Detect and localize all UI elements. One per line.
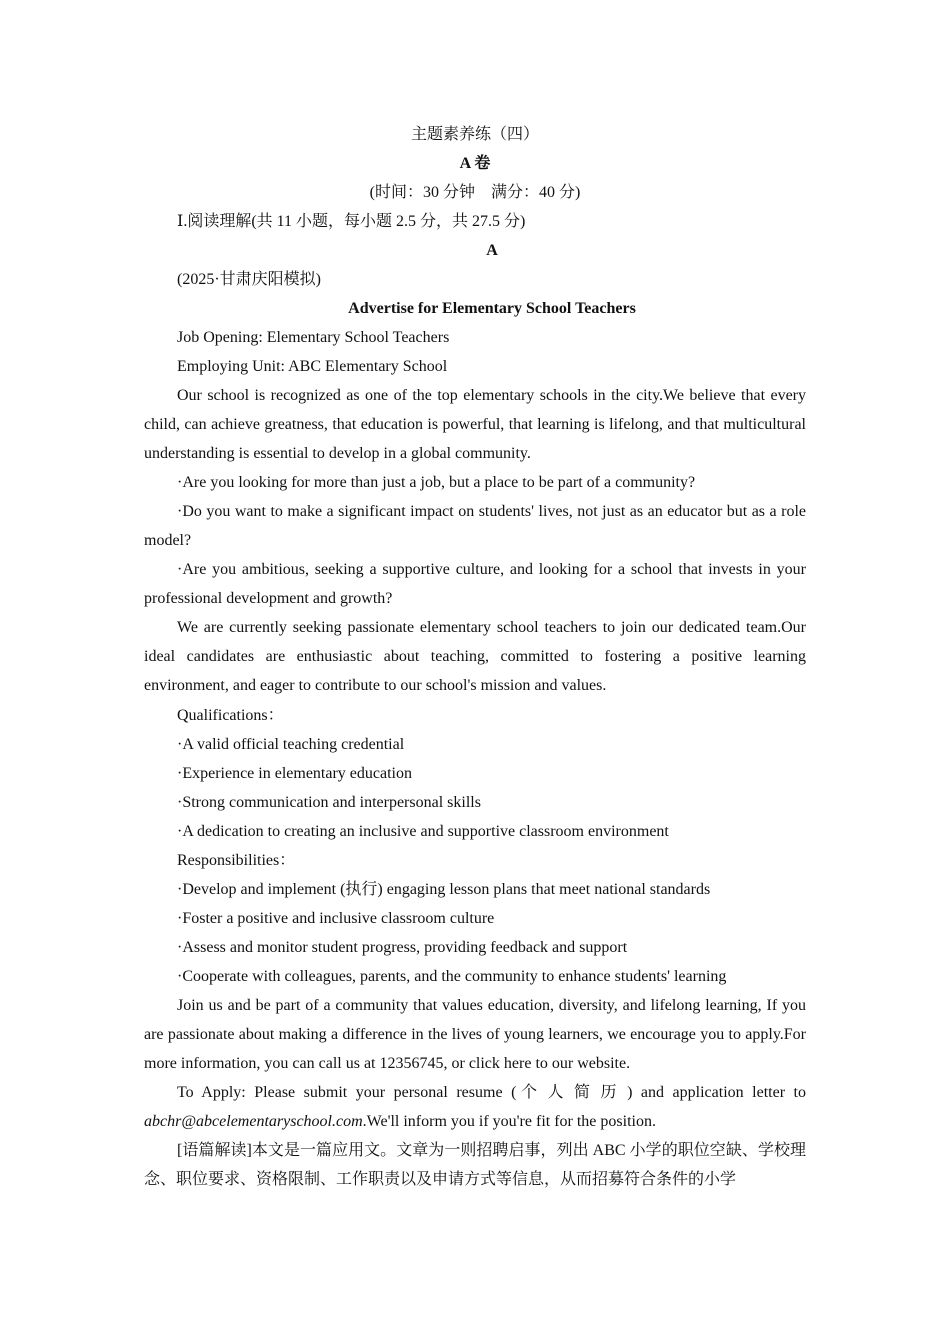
apply-paragraph <box>144 1078 806 1136</box>
responsibility-item: ·Cooperate with colleagues, parents, and the community to enhance students' learning <box>177 968 727 985</box>
source-note: (2025·甘肃庆阳模拟) <box>177 271 321 288</box>
analysis-label: [语篇解读] <box>177 1142 252 1159</box>
join-paragraph: Join us and be part of a community that values education, diversity, and lifelong learning, If you are passionate about making a difference in the lives of young learners, we encourage you to apply.For more information, you can call us at 12356745, or click here to our website. <box>144 997 806 1072</box>
seeking-paragraph: We are currently seeking passionate elementary school teachers to join our dedicated team.Our ideal candidates are enthusiastic about teaching, committed to fostering a positive learning environment, and eager to contribute to our school's mission and values. <box>144 619 806 694</box>
question-item: ·Are you looking for more than just a job, but a place to be part of a community? <box>177 474 696 491</box>
qualification-item: ·Strong communication and interpersonal skills <box>177 794 481 811</box>
volume-label: A 卷 <box>459 155 491 172</box>
apply-suffix: .We'll inform you if you're fit for the position. <box>362 1113 656 1130</box>
intro-paragraph: Our school is recognized as one of the top elementary schools in the city.We believe that every child, can achieve greatness, that education is powerful, that learning is lifelong, and that multicultural understanding is essential to develop in a global community. <box>144 387 806 462</box>
apply-mid: ) and application letter to <box>627 1084 806 1101</box>
responsibility-item: ·Foster a positive and inclusive classroom culture <box>177 910 495 927</box>
document-content <box>144 120 806 1194</box>
apply-cn-gloss: 个人简历 <box>516 1084 628 1101</box>
section-heading: Ⅰ.阅读理解(共 11 小题，每小题 2.5 分，共 27.5 分) <box>177 213 526 230</box>
apply-prefix: To Apply: Please submit your personal resume ( <box>177 1084 517 1101</box>
question-item: ·Are you ambitious, seeking a supportive culture, and looking for a school that invests in your professional development and growth? <box>144 561 806 607</box>
time-info: (时间：30 分钟 满分：40 分) <box>369 184 581 201</box>
qualifications-label: Qualifications： <box>177 707 284 724</box>
page-title: 主题素养练（四） <box>410 126 539 143</box>
employing-unit: Employing Unit: ABC Elementary School <box>177 358 448 375</box>
responsibilities-label: Responsibilities： <box>177 852 296 869</box>
analysis-paragraph <box>144 1136 806 1194</box>
job-opening: Job Opening: Elementary School Teachers <box>177 329 450 346</box>
apply-email: abchr@abcelementaryschool.com <box>144 1113 363 1130</box>
responsibility-item: ·Assess and monitor student progress, providing feedback and support <box>177 939 628 956</box>
analysis-text: 本文是一篇应用文。文章为一则招聘启事，列出 ABC 小学的职位空缺、学校理念、职位要求、资格限制、工作职责以及申请方式等信息，从而招募符合条件的小学 <box>144 1142 806 1188</box>
part-label: A <box>486 242 498 259</box>
qualification-item: ·A dedication to creating an inclusive and supportive classroom environment <box>177 823 669 840</box>
question-item: ·Do you want to make a significant impact on students' lives, not just as an educator but as a role model? <box>144 503 806 549</box>
responsibility-item: ·Develop and implement (执行) engaging lesson plans that meet national standards <box>177 881 711 898</box>
qualification-item: ·Experience in elementary education <box>177 765 412 782</box>
article-title: Advertise for Elementary School Teachers <box>348 300 636 317</box>
qualification-item: ·A valid official teaching credential <box>177 736 405 753</box>
